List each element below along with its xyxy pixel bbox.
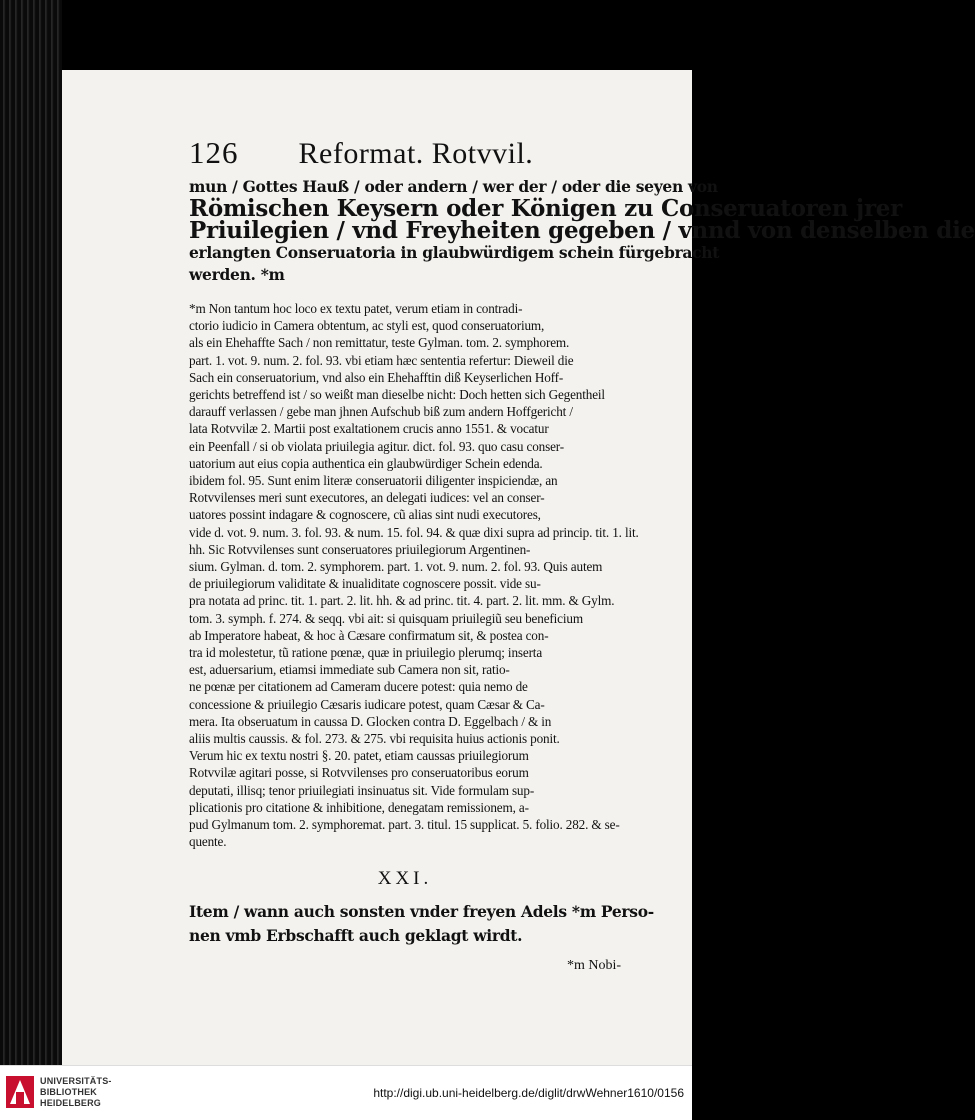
section-text-line: nen vmb Erbschafft auch geklagt wirdt.	[189, 925, 523, 945]
viewer-footer	[0, 1065, 692, 1120]
note-line: Sach ein conseruatorium, vnd also ein Ehehafftin diß Keyserlichen Hoff-	[189, 369, 564, 385]
note-line: ne pœnæ per citationem ad Cameram ducere potest: quia nemo de	[189, 679, 528, 695]
note-line: vide d. vot. 9. num. 3. fol. 93. & num. 15. fol. 94. & quæ dixi supra ad princip. tit. 1. lit.	[189, 524, 639, 540]
note-line: ab Imperatore habeat, & hoc à Cæsare confirmatum sit, & postea con-	[189, 627, 549, 643]
note-line: aliis multis caussis. & fol. 273. & 275. vbi requisita huius actionis ponit.	[189, 731, 560, 747]
catchword: *m Nobi-	[566, 957, 621, 973]
note-line: est, aduersarium, etiamsi immediate sub Camera non sit, ratio-	[189, 662, 510, 678]
note-line: *m Non tantum hoc loco ex textu patet, verum etiam in contradi-	[189, 301, 523, 316]
note-line: concessione & priuilegio Cæsaris iudicare potest, quam Cæsar & Ca-	[189, 696, 545, 712]
university-seal-icon	[6, 1074, 34, 1110]
running-title: Reformat. Rotvvil.	[298, 137, 534, 170]
book-page	[62, 70, 975, 1065]
note-line: hh. Sic Rotvvilenses sunt conseruatores priuilegiorum Argentinen-	[189, 541, 531, 557]
note-line: ctorio iudicio in Camera obtentum, ac styli est, quod conseruatorium,	[189, 318, 545, 334]
note-line: uatorium aut eius copia authentica ein glaubwürdiger Schein edenda.	[189, 455, 543, 471]
section-heading: XXI.	[377, 867, 433, 889]
main-text-line: Römischen Keysern oder Königen zu Conseruatoren jrer	[189, 195, 902, 222]
main-text-line: erlangten Conseruatoria in glaubwürdigem schein fürgebracht	[189, 243, 720, 262]
note-line: uatores possint indagare & cognoscere, cũ alias sint nudi executores,	[189, 507, 541, 523]
note-line: de priuilegiorum validitate & inualiditate cognoscere possit. vide su-	[189, 576, 541, 592]
note-line: deputati, illisq; tenor priuilegiati insinuatus sit. Vide formulam sup-	[189, 782, 535, 798]
library-name: UNIVERSITÄTS- BIBLIOTHEK HEIDELBERG	[40, 1075, 112, 1108]
note-line: darauff verlassen / gebe man jhnen Aufschub biß zum andern Hoffgericht /	[189, 404, 573, 420]
note-line: Verum hic ex textu nostri §. 20. patet, etiam caussas priuilegiorum	[189, 748, 529, 764]
note-line: gerichts betreffend ist / so weißt man dieselbe nicht: Doch hetten sich Gegentheil	[189, 387, 605, 403]
note-line: ibidem fol. 95. Sunt enim literæ conseruatorii diligenter inspiciendæ, an	[189, 473, 558, 489]
note-line: tra id molestetur, tũ ratione pœnæ, quæ in priuilegio plerumq; inserta	[189, 645, 543, 661]
note-line: pra notata ad princ. tit. 1. part. 2. lit. hh. & ad princ. tit. 4. part. 2. lit. mm. & Gylm.	[189, 593, 615, 609]
section-text-block	[189, 900, 654, 948]
note-line: ein Peenfall / si ob violata priuilegia agitur. dict. fol. 93. quo casu conser-	[189, 438, 564, 454]
main-text-line: Priuilegien / vnd Freyheiten gegeben / vnnd von denselben die	[189, 217, 975, 244]
running-header	[189, 135, 621, 172]
note-line: mera. Ita obseruatum in caussa D. Glocken contra D. Eggelbach / & in	[189, 713, 552, 729]
page-number: 126	[189, 135, 239, 170]
library-logo[interactable]	[6, 1074, 112, 1110]
note-line: tom. 3. symph. f. 274. & seqq. vbi ait: si quisquam priuilegiũ seu beneficium	[189, 610, 583, 626]
permalink-url[interactable]: http://digi.ub.uni-heidelberg.de/diglit/drwWehner1610/0156	[373, 1086, 684, 1100]
main-text-block	[189, 176, 975, 286]
note-line: part. 1. vot. 9. num. 2. fol. 93. vbi etiam hæc sententia refertur: Dieweil die	[189, 352, 574, 368]
note-line: Rotvvilæ agitari posse, si Rotvvilenses pro conseruatoribus eorum	[189, 765, 529, 781]
note-line: pud Gylmanum tom. 2. symphoremat. part. 3. titul. 15 supplicat. 5. folio. 282. & se-	[189, 817, 620, 833]
main-text-line: mun / Gottes Hauß / oder andern / wer der / oder die seyen von	[189, 177, 718, 196]
section-text-line: Item / wann auch sonsten vnder freyen Adels *m Perso-	[189, 901, 654, 921]
note-line: Rotvvilenses meri sunt executores, an delegati iudices: vel an conser-	[189, 490, 545, 506]
note-line: quente.	[189, 834, 227, 850]
note-line: sium. Gylman. d. tom. 2. symphorem. part. 1. vot. 9. num. 2. fol. 93. Quis autem	[189, 559, 603, 575]
page-content	[189, 135, 975, 974]
note-line: als ein Ehehaffte Sach / non remittatur, teste Gylman. tom. 2. symphorem.	[189, 335, 570, 351]
scan-dark-edge	[0, 0, 62, 1065]
commentary-note	[189, 300, 639, 851]
note-line: plicationis pro citatione & inhibitione, denegatam remissionem, a-	[189, 799, 529, 815]
note-line: lata Rotvvilæ 2. Martii post exaltationem crucis anno 1551. & vocatur	[189, 421, 549, 437]
main-text-line: werden. *m	[189, 265, 285, 284]
